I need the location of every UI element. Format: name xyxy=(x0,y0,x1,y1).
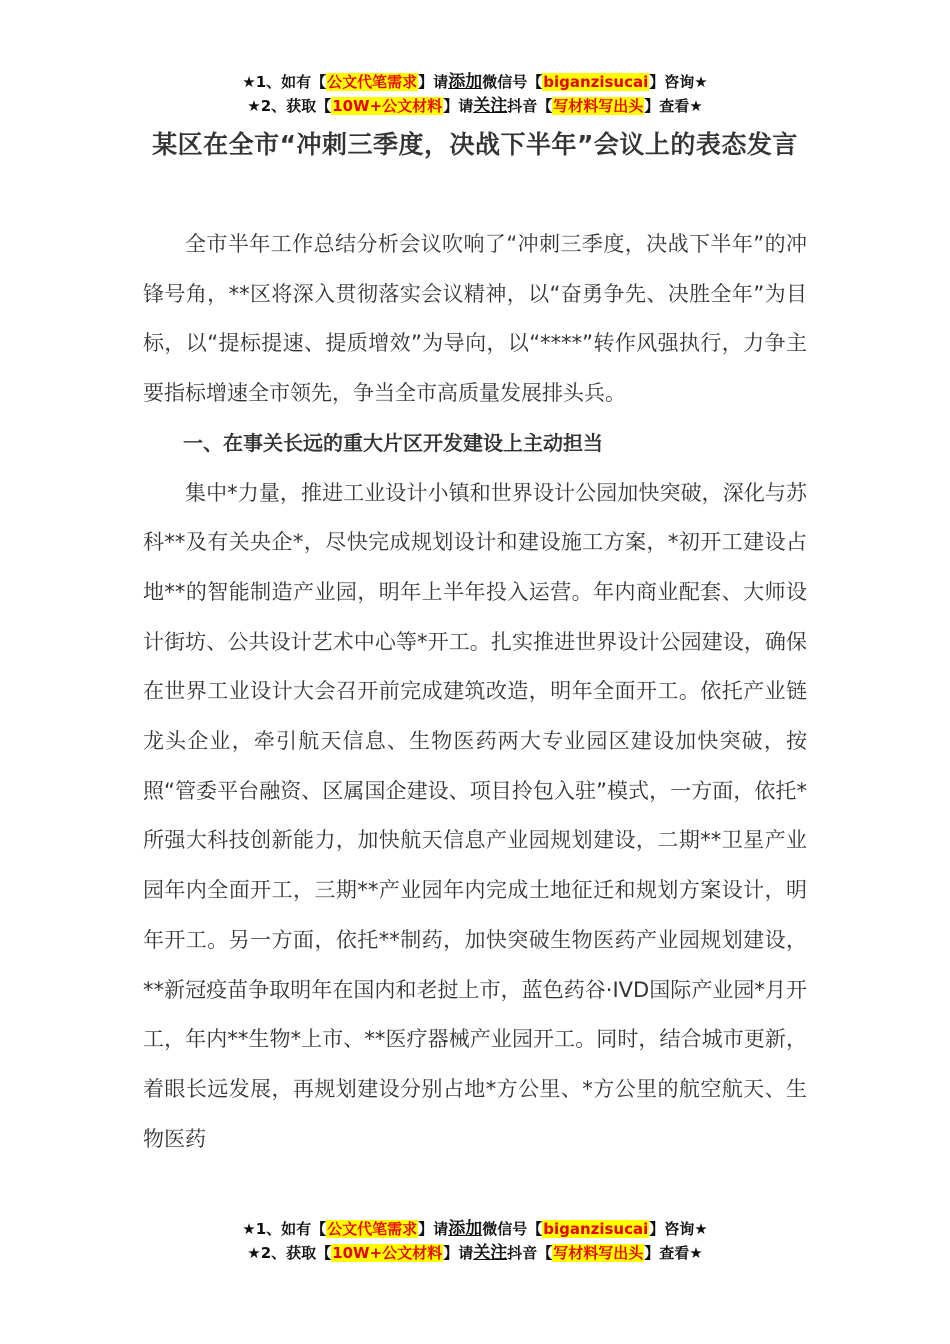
promo-text: 微信号【 xyxy=(482,73,543,91)
promo-text: 微信号【 xyxy=(482,1220,543,1238)
intro-paragraph: 全市半年工作总结分析会议吹响了“冲刺三季度，决战下半年”的冲锋号角，**区将深入贯彻落实会议精神，以“奋勇争先、决胜全年”为目标，以“提标提速、提质增效”为导向，以“****”转作风强执行，力争主要指标增速全市领先，争当全市高质量发展排头兵。 xyxy=(143,232,807,406)
promo-highlight: biganzisucai xyxy=(543,1220,649,1238)
promo-highlight: biganzisucai xyxy=(543,73,649,91)
promo-highlight: 10W+公文材料 xyxy=(332,97,443,115)
promo-underlined: 关注 xyxy=(473,1243,508,1263)
promo-text: ★1、如有【 xyxy=(242,73,327,91)
promo-text: ★2、获取【 xyxy=(247,97,332,115)
promo-text: 】请 xyxy=(418,1220,449,1238)
promo-underlined: 添加 xyxy=(448,1219,483,1239)
promo-text: 】查看★ xyxy=(644,1244,703,1262)
promo-text: 抖音【 xyxy=(507,97,553,115)
promo-text: ★1、如有【 xyxy=(242,1220,327,1238)
promo-line-2 xyxy=(0,94,950,118)
promo-text: 】咨询★ xyxy=(649,73,708,91)
promo-underlined: 关注 xyxy=(473,96,508,116)
promo-highlight: 写材料写出头 xyxy=(553,97,644,115)
document-body xyxy=(143,220,807,1164)
promo-line-1 xyxy=(0,70,950,94)
promo-underlined: 添加 xyxy=(448,72,483,92)
header-promo-banner xyxy=(0,70,950,118)
promo-line-1 xyxy=(0,1217,950,1241)
document-title: 某区在全市“冲刺三季度，决战下半年”会议上的表态发言 xyxy=(152,130,798,159)
promo-text: 】请 xyxy=(418,73,449,91)
footer-promo-banner xyxy=(0,1217,950,1265)
promo-text: 】请 xyxy=(443,97,474,115)
promo-highlight: 写材料写出头 xyxy=(553,1244,644,1262)
promo-highlight: 公文代笔需求 xyxy=(327,1220,418,1238)
promo-text: 】请 xyxy=(443,1244,474,1262)
promo-text: ★2、获取【 xyxy=(247,1244,332,1262)
section-paragraph: 集中*力量，推进工业设计小镇和世界设计公园加快突破，深化与苏科**及有关央企*，尽快完成规划设计和建设施工方案，*初开工建设占地**的智能制造产业园，明年上半年投入运营。年内商业配套、大师设计街坊、公共设计艺术中心等*开工。扎实推进世界设计公园建设，确保在世界工业设计大会召开前完成建筑改造，明年全面开工。依托产业链龙头企业，牵引航天信息、生物医药两大专业园区建设加快突破，按照“管委平台融资、区属国企建设、项目拎包入驻”模式，一方面，依托*所强大科技创新能力，加快航天信息产业园规划建设，二期**卫星产业园年内全面开工，三期**产业园年内完成土地征迁和规划方案设计，明年开工。另一方面，依托**制药，加快突破生物医药产业园规划建设，**新冠疫苗争取明年在国内和老挝上市，蓝色药谷·IVD国际产业园*月开工，年内**生物*上市、**医疗器械产业园开工。同时，结合城市更新，着眼长远发展，再规划建设分别占地*方公里、*方公里的航空航天、生物医药 xyxy=(143,480,807,1151)
promo-line-2 xyxy=(0,1241,950,1265)
promo-text: 】查看★ xyxy=(644,97,703,115)
promo-text: 】咨询★ xyxy=(649,1220,708,1238)
promo-highlight: 10W+公文材料 xyxy=(332,1244,443,1262)
promo-highlight: 公文代笔需求 xyxy=(327,73,418,91)
promo-text: 抖音【 xyxy=(507,1244,553,1262)
section-heading: 一、在事关长远的重大片区开发建设上主动担当 xyxy=(183,430,603,455)
